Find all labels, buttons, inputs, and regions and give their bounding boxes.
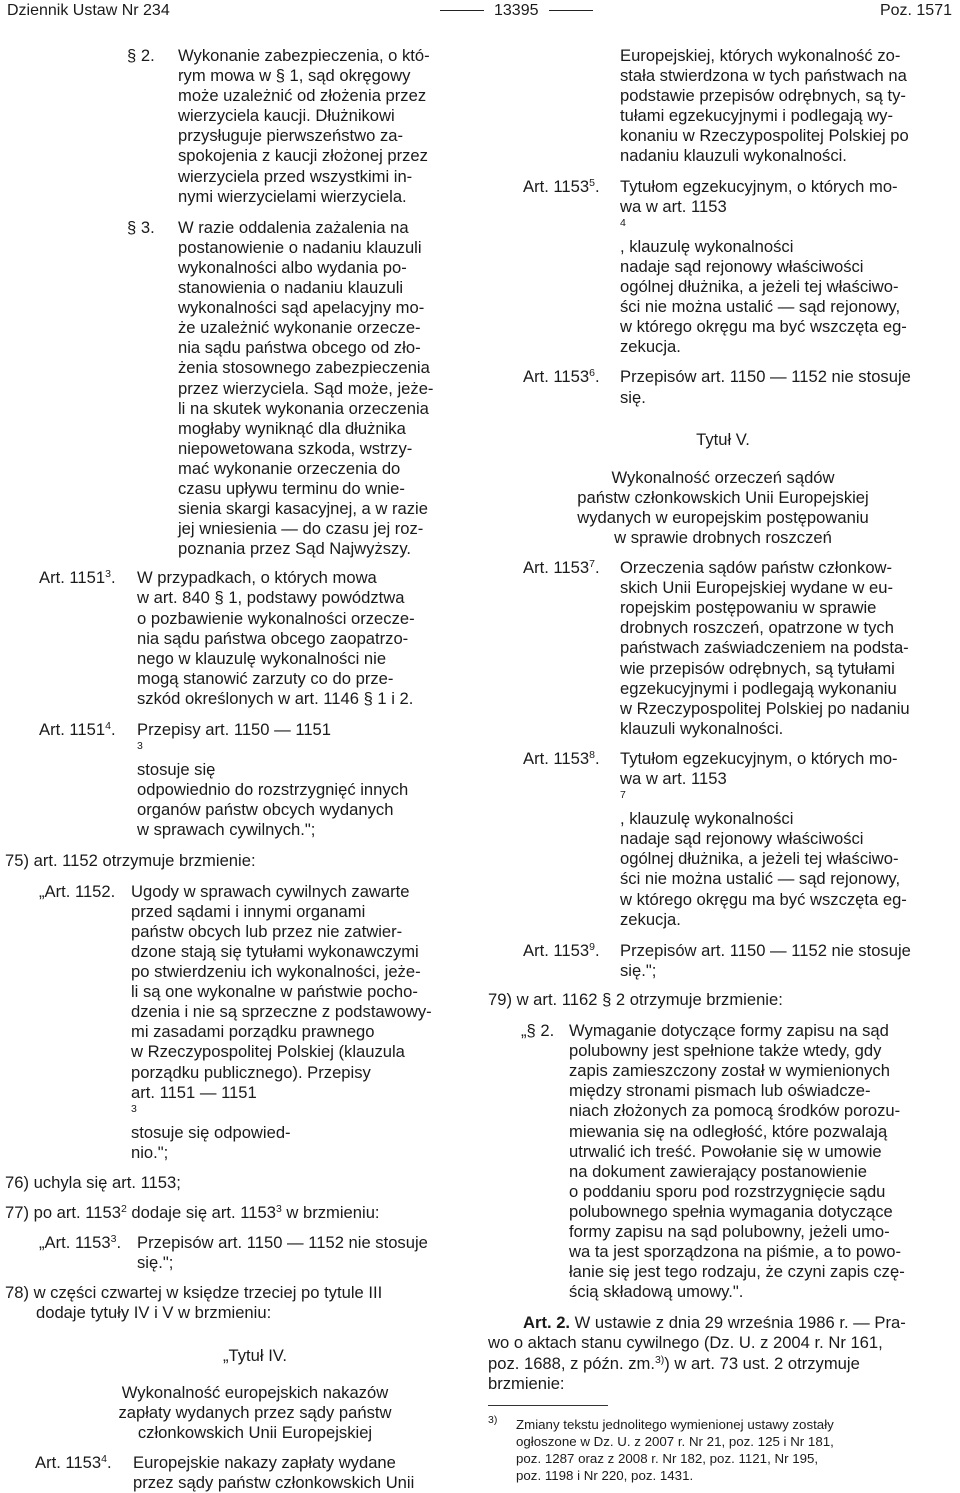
text-line: dzenia i nie są sprzeczne z podstawowy- <box>131 1002 432 1022</box>
title-v: Tytuł V. <box>696 429 750 449</box>
paragraph-text <box>178 46 480 207</box>
text-line: stanowienia o nadaniu klauzuli <box>178 278 404 298</box>
article-text <box>620 177 958 358</box>
article-1153-9 <box>523 941 958 981</box>
text-line: poz. 1287 oraz z 2008 r. Nr 182, poz. 1121, Nr 195, <box>516 1450 819 1466</box>
text-line: nadaje sąd rejonowy właściwości <box>620 829 864 849</box>
article-text <box>133 1453 480 1493</box>
article-label: Art. 1153$^6$. <box>523 367 600 387</box>
article-text <box>620 941 958 981</box>
section-text <box>569 1021 958 1302</box>
text-line: się."; <box>137 1253 174 1273</box>
article-label: „Art. 1153$^3$. <box>39 1233 122 1253</box>
text-line: mogłaby wyniknąć dla dłużnika <box>178 418 406 438</box>
article-1153-4-continued <box>620 46 958 167</box>
text-line: W razie oddalenia zażalenia na <box>178 217 409 237</box>
text-line: mi zasadami porządku prawnego <box>131 1022 375 1042</box>
text-line: W przypadkach, o których mowa <box>137 568 377 588</box>
page-header <box>0 0 960 22</box>
text-line: nio."; <box>131 1142 169 1162</box>
text-line: utrwalić ich treść. Powołanie się w umowie <box>569 1141 882 1161</box>
footnote-text <box>516 1416 958 1484</box>
section-label: „§ 2. <box>521 1021 555 1041</box>
text-line: w sprawach cywilnych."; <box>137 820 316 840</box>
text-line: konaniu w Rzeczypospolitej Polskiej po <box>620 126 909 146</box>
article-1153-6 <box>523 367 958 407</box>
text-line: egzekucyjnymi i podlegają wykonaniu <box>620 678 897 698</box>
paragraph-label: § 2. <box>127 46 155 65</box>
paragraph-2 <box>127 46 480 207</box>
article-label: Art. 1153$^5$. <box>523 176 600 196</box>
amendment-item-76: 76) uchyla się art. 1153; <box>5 1172 181 1192</box>
text-line: dodaje tytuły IV i V w brzmieniu: <box>36 1303 272 1323</box>
paragraph-3 <box>127 218 480 560</box>
title-iv: „Tytuł IV. <box>223 1345 287 1365</box>
text-line: 78) w części czwartej w księdze trzeciej po tytule III <box>5 1283 383 1303</box>
text-line: po stwierdzeniu ich wykonalności, jeże- <box>131 962 421 982</box>
text-line: Europejskie nakazy zapłaty wydane <box>133 1452 396 1472</box>
text-line: Orzeczenia sądów państw członkow- <box>620 558 893 578</box>
article-1153-3 <box>39 1233 480 1273</box>
text-line: w którego okręgu ma być wszczęta eg- <box>620 889 907 909</box>
text-line: szkód określonych w art. 1146 § 1 i 2. <box>137 688 414 708</box>
text-line: wykonalności sąd apelacyjny mo- <box>178 298 425 318</box>
footnote <box>488 1413 958 1484</box>
article-label: Art. 1153$^7$. <box>523 558 600 578</box>
text-line: sienia skargi kasacyjnej, a w razie <box>178 499 428 519</box>
text-line: Zmiany tekstu jednolitego wymienionej ustawy zostały <box>516 1416 834 1432</box>
text-line: Przepisów art. 1150 — 1152 nie stosuje <box>620 940 911 960</box>
article-text <box>137 720 480 841</box>
text-line: Tytułom egzekucyjnym, o których mo- <box>620 176 898 196</box>
page-number: 13395 <box>430 0 603 22</box>
text-line: zapis zamieszczony został w wymienionych <box>569 1061 890 1081</box>
text-line: ści nie można ustalić — sąd rejonowy, <box>620 297 901 317</box>
text-line: li są one wykonalne w państwie pocho- <box>131 982 418 1002</box>
article-label: Art. 2. <box>523 1313 571 1333</box>
text-line: poz. 1198 i Nr 220, poz. 1431. <box>516 1467 694 1483</box>
text-line: o poddaniu sporu pod rozstrzygnięcie sądu <box>569 1181 886 1201</box>
text-line: nia sądu państwa obcego od zło- <box>178 338 421 358</box>
text-line: się."; <box>620 960 657 980</box>
text-line: mogą stanowić zarzuty co do prze- <box>137 668 394 688</box>
text-line: Przepisów art. 1150 — 1152 nie stosuje <box>137 1233 428 1253</box>
text-line: przysługuje pierwszeństwo za- <box>178 126 404 146</box>
text-line: formy zapisu na sąd polubowny, jeżeli umo- <box>569 1221 890 1241</box>
text-line: nadaje sąd rejonowy właściwości <box>620 256 864 276</box>
text-line: li na skutek wykonania orzeczenia <box>178 398 429 418</box>
text-line: wierzyciela kaucji. Dłużnikowi <box>178 106 395 126</box>
text-line: państwach zaświadczeniem na podsta- <box>620 638 909 658</box>
article-text <box>620 749 958 930</box>
article-label: Art. 1151$^3$. <box>39 568 116 588</box>
text-line: wa w art. 1153 $^4$ , klauzulę wykonalności <box>620 196 794 256</box>
text-line: Wymaganie dotyczące formy zapisu na sąd <box>569 1021 889 1041</box>
text-line: czasu upływu terminu do wnie- <box>178 478 405 498</box>
text-line: organów państw obcych wydanych <box>137 800 394 820</box>
text-line: łanie się jest tego rodzaju, że czyni zapis czę- <box>569 1262 905 1282</box>
text-line: Przepisy art. 1150 — 1151 $^3$ stosuje się <box>137 720 332 780</box>
text-line: mać wykonanie orzeczenia do <box>178 458 401 478</box>
article-1151-4 <box>39 720 480 841</box>
text-line: miewania się na odległość, które pozwalają <box>569 1121 888 1141</box>
text-line: poznania przez Sąd Najwyższy. <box>178 539 412 559</box>
article-label: Art. 1153$^4$. <box>35 1452 112 1472</box>
text-line: że uzależnić wykonanie orzecze- <box>178 318 421 338</box>
text-line: niepowetowana szkoda, wstrzy- <box>178 438 413 458</box>
amendment-item-78 <box>5 1283 480 1323</box>
text-line: spokojenia z kaucji złożonej przez <box>178 146 428 166</box>
text-line: Przepisów art. 1150 — 1152 nie stosuje <box>620 367 911 387</box>
text-line: zekucja. <box>620 337 681 357</box>
text-line: dzone stają się tytułami wykonawczymi <box>131 941 419 961</box>
text-line: ścią składową umowy.". <box>569 1282 744 1302</box>
text-line: wierzyciela przed wszystkimi in- <box>178 166 413 186</box>
article-2: Art. 2. W ustawie z dnia 29 września 1986 r. — Pra- wo o aktach stanu cywilnego (Dz. U. z 2004 r. Nr 161, poz. 1688, z późn. zm.$^{3)}$) w art. 73 ust. 2 otrzymuje brzmienie: <box>488 1313 906 1393</box>
text-line: może uzależnić od złożenia przez <box>178 86 427 106</box>
article-1152 <box>39 882 480 1163</box>
text-line: się. <box>620 387 646 407</box>
amendment-item-75: 75) art. 1152 otrzymuje brzmienie: <box>5 850 256 870</box>
text-line: wykonalności albo wydania po- <box>178 257 407 277</box>
amendment-item-79: 79) w art. 1162 § 2 otrzymuje brzmienie: <box>488 989 783 1009</box>
text-line: przez wierzyciela. Sąd może, jeże- <box>178 378 434 398</box>
left-column <box>5 46 480 1493</box>
title-v-heading: Wykonalność orzeczeń sądów państw członkowskich Unii Europejskiej wydanych w europejskim postępowaniu w sprawie drobnych roszczeń <box>577 467 869 547</box>
article-1151-3 <box>39 568 480 709</box>
text-line: ści nie można ustalić — sąd rejonowy, <box>620 869 901 889</box>
article-1153-8 <box>523 749 958 930</box>
text-line: wie przepisów odrębnych, są tytułami <box>620 658 895 678</box>
article-1153-5 <box>523 177 958 358</box>
title-iv-heading: Wykonalność europejskich nakazów zapłaty wydanych przez sądy państw członkowskich Unii Europejskiej <box>118 1382 392 1442</box>
right-column <box>488 46 958 1484</box>
article-text <box>137 568 480 709</box>
text-line: nego w klauzulę wykonalności nie <box>137 648 387 668</box>
article-label: Art. 1153$^9$. <box>523 940 600 960</box>
text-line: w Rzeczypospolitej Polskiej (klauzula <box>131 1042 405 1062</box>
text-line: między stronami pismach lub oświadcze- <box>569 1081 871 1101</box>
position-number: Poz. 1571 <box>879 2 952 19</box>
article-text <box>620 46 958 167</box>
article-text <box>137 1233 480 1273</box>
paragraph-text <box>178 218 480 560</box>
text-line: polubowny jest spełnione także wtedy, gdy <box>569 1041 882 1061</box>
text-line: ogólnej dłużnika, a jeżeli tej właściwo- <box>620 849 899 869</box>
text-line: Wykonanie zabezpieczenia, o któ- <box>178 46 430 65</box>
text-line: wa ta jest sporządzona na piśmie, a to powo- <box>569 1242 902 1262</box>
text-line: w Rzeczypospolitej Polskiej po nadaniu <box>620 698 910 718</box>
footnote-marker: 3) <box>488 1413 498 1426</box>
text-line: tułami egzekucyjnymi i podlegają wy- <box>620 106 893 126</box>
section-2 <box>521 1021 958 1302</box>
text-line: nia sądu państwa obcego zaopatrzo- <box>137 628 409 648</box>
text-line: Europejskiej, których wykonalność zo- <box>620 46 901 65</box>
text-line: wa w art. 1153 $^7$ , klauzulę wykonalności <box>620 769 794 829</box>
text-line: przed sądami i innymi organami <box>131 901 366 921</box>
paragraph-label: § 3. <box>127 217 155 237</box>
text-line: nadaniu klauzuli wykonalności. <box>620 146 847 166</box>
text-line: zekucja. <box>620 909 681 929</box>
article-label: „Art. 1152. <box>39 881 116 901</box>
text-line: niach złożonych za pomocą środków porozu- <box>569 1101 901 1121</box>
text-line: ogólnej dłużnika, a jeżeli tej właściwo- <box>620 277 899 297</box>
journal-title: Dziennik Ustaw Nr 234 <box>7 2 170 19</box>
text-line: drobnych roszczeń, opatrzone w tych <box>620 618 894 638</box>
text-line: państw obcych lub przez nie zatwier- <box>131 921 403 941</box>
text-line: ogłoszone w Dz. U. z 2007 r. Nr 21, poz. 125 i Nr 181, <box>516 1433 834 1449</box>
text-line: przez sądy państw członkowskich Unii <box>133 1473 415 1492</box>
article-label: Art. 1153$^8$. <box>523 748 600 768</box>
text-line: o pozbawienie wykonalności orzecze- <box>137 608 415 628</box>
article-1153-4 <box>35 1453 480 1493</box>
text-line: porządku publicznego). Przepisy <box>131 1062 371 1082</box>
text-line: postanowienie o nadaniu klauzuli <box>178 237 422 257</box>
article-text <box>131 882 480 1163</box>
amendment-item-77: 77) po art. 1153$^2$ dodaje się art. 1153$^3$ w brzmieniu: <box>5 1203 380 1223</box>
article-text <box>620 367 958 407</box>
item-text <box>5 1283 480 1323</box>
text-line: jej wniesienia — do czasu jej roz- <box>178 519 424 539</box>
article-1153-7 <box>523 558 958 739</box>
text-line: żenia stosownego zabezpieczenia <box>178 358 430 378</box>
text-line: skich Unii Europejskiej wydane w eu- <box>620 578 893 598</box>
text-line: w którego okręgu ma być wszczęta eg- <box>620 317 907 337</box>
article-text <box>620 558 958 739</box>
text-line: na dokument zawierający postanowienie <box>569 1161 867 1181</box>
text-line: rym mowa w § 1, sąd okręgowy <box>178 66 411 86</box>
text-line: ropejskim postępowaniu w sprawie <box>620 598 877 618</box>
text-line: podstawie przepisów odrębnych, są ty- <box>620 86 906 106</box>
text-line: w art. 840 § 1, podstawy powództwa <box>137 588 405 608</box>
text-line: art. 1151 — 1151 $^3$ stosuje się odpowied- <box>131 1082 291 1142</box>
text-line: Ugody w sprawach cywilnych zawarte <box>131 881 410 901</box>
text-line: nymi wierzycielami wierzyciela. <box>178 186 407 206</box>
text-line: odpowiednio do rozstrzygnięć innych <box>137 780 409 800</box>
text-line: polubownego spełnia wymagania dotyczące <box>569 1201 893 1221</box>
article-label: Art. 1151$^4$. <box>39 720 116 739</box>
text-line: Tytułom egzekucyjnym, o których mo- <box>620 748 898 768</box>
text-line: klauzuli wykonalności. <box>620 718 784 738</box>
text-line: stała stwierdzona w tych państwach na <box>620 66 907 86</box>
footnote-rule <box>488 1405 608 1406</box>
